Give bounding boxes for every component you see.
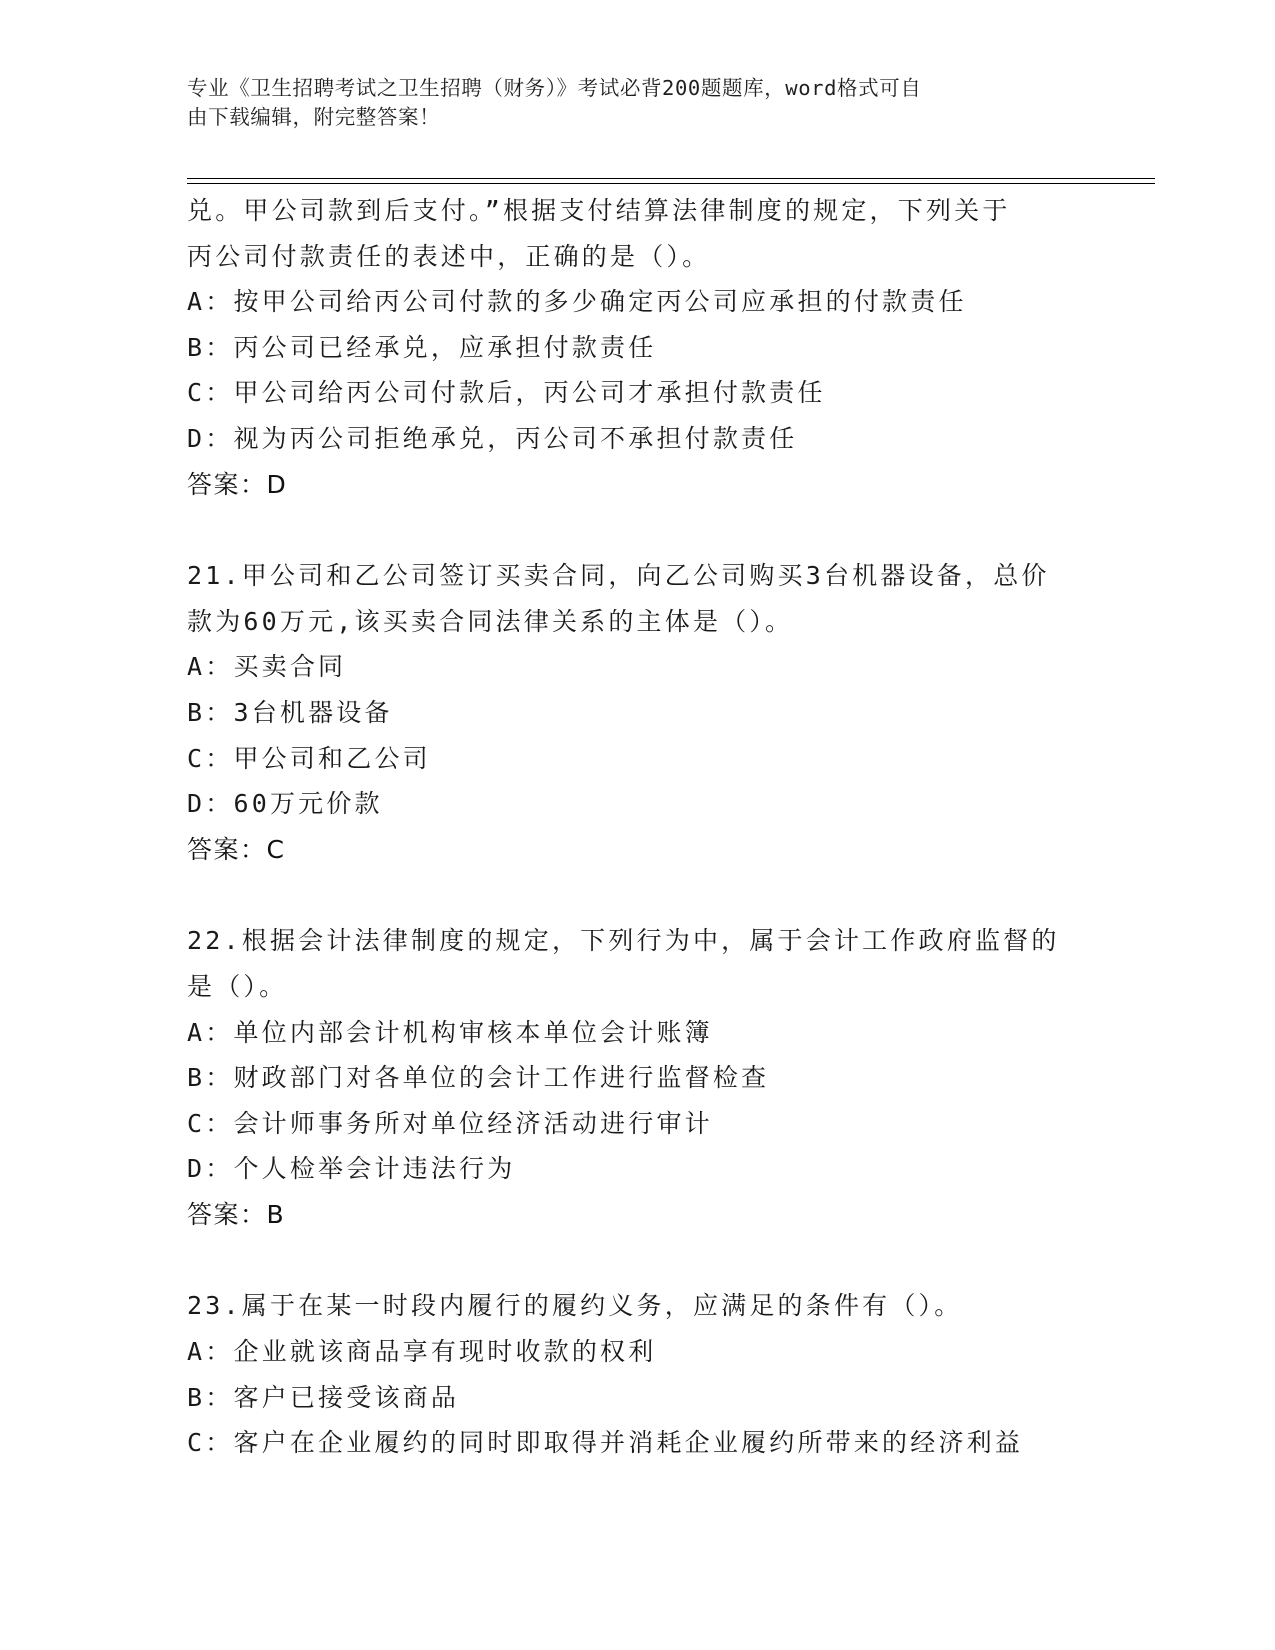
option-a: A：单位内部会计机构审核本单位会计账簿 xyxy=(187,1017,713,1047)
option-b: B：丙公司已经承兑，应承担付款责任 xyxy=(187,332,657,362)
option-d: D：视为丙公司拒绝承兑，丙公司不承担付款责任 xyxy=(187,423,798,453)
question-spacer xyxy=(187,1237,1087,1283)
question-spacer xyxy=(187,872,1087,918)
option-b: B：客户已接受该商品 xyxy=(187,1382,460,1412)
answer-label: 答案：B xyxy=(187,1199,286,1229)
question-23 xyxy=(187,1283,1087,1465)
question-list xyxy=(187,188,1087,1466)
option-c: C：会计师事务所对单位经济活动进行审计 xyxy=(187,1108,713,1138)
question-stem-line: 22.根据会计法律制度的规定，下列行为中，属于会计工作政府监督的 xyxy=(187,926,1060,956)
question-stem-line: 23.属于在某一时段内履行的履约义务，应满足的条件有（）。 xyxy=(187,1291,963,1321)
option-a: A：企业就该商品享有现时收款的权利 xyxy=(187,1337,657,1367)
question-stem-line: 丙公司付款责任的表述中，正确的是（）。 xyxy=(187,241,711,271)
header-title-line-1: 专业《卫生招聘考试之卫生招聘（财务）》考试必背200题题库，word格式可自 xyxy=(187,76,922,100)
option-a: A：按甲公司给丙公司付款的多少确定丙公司应承担的付款责任 xyxy=(187,287,967,317)
question-stem-line: 款为60万元,该买卖合同法律关系的主体是（）。 xyxy=(187,606,794,636)
header-divider-bottom xyxy=(187,183,1155,184)
option-b: B：3台机器设备 xyxy=(187,697,393,727)
option-a: A：买卖合同 xyxy=(187,652,347,682)
answer-label: 答案：D xyxy=(187,469,288,499)
option-c: C：客户在企业履约的同时即取得并消耗企业履约所带来的经济利益 xyxy=(187,1428,1024,1458)
header-divider-top xyxy=(187,178,1155,179)
option-d: D：60万元价款 xyxy=(187,789,383,819)
option-c: C：甲公司和乙公司 xyxy=(187,743,431,773)
option-b: B：财政部门对各单位的会计工作进行监督检查 xyxy=(187,1063,770,1093)
question-stem-line: 是（）。 xyxy=(187,971,288,1001)
header-title-line-2: 由下载编辑，附完整答案！ xyxy=(187,105,441,129)
question-stem-line: 兑。甲公司款到后支付。”根据支付结算法律制度的规定，下列关于 xyxy=(187,196,1011,225)
question-20-continuation xyxy=(187,188,1087,507)
option-d: D：个人检举会计违法行为 xyxy=(187,1154,516,1184)
question-21 xyxy=(187,553,1087,872)
document-header xyxy=(187,74,1067,132)
question-stem-line: 21.甲公司和乙公司签订买卖合同，向乙公司购买3台机器设备，总价 xyxy=(187,561,1050,591)
question-22 xyxy=(187,918,1087,1237)
question-spacer xyxy=(187,507,1087,553)
answer-label: 答案：C xyxy=(187,834,286,864)
option-c: C：甲公司给丙公司付款后，丙公司才承担付款责任 xyxy=(187,378,826,408)
